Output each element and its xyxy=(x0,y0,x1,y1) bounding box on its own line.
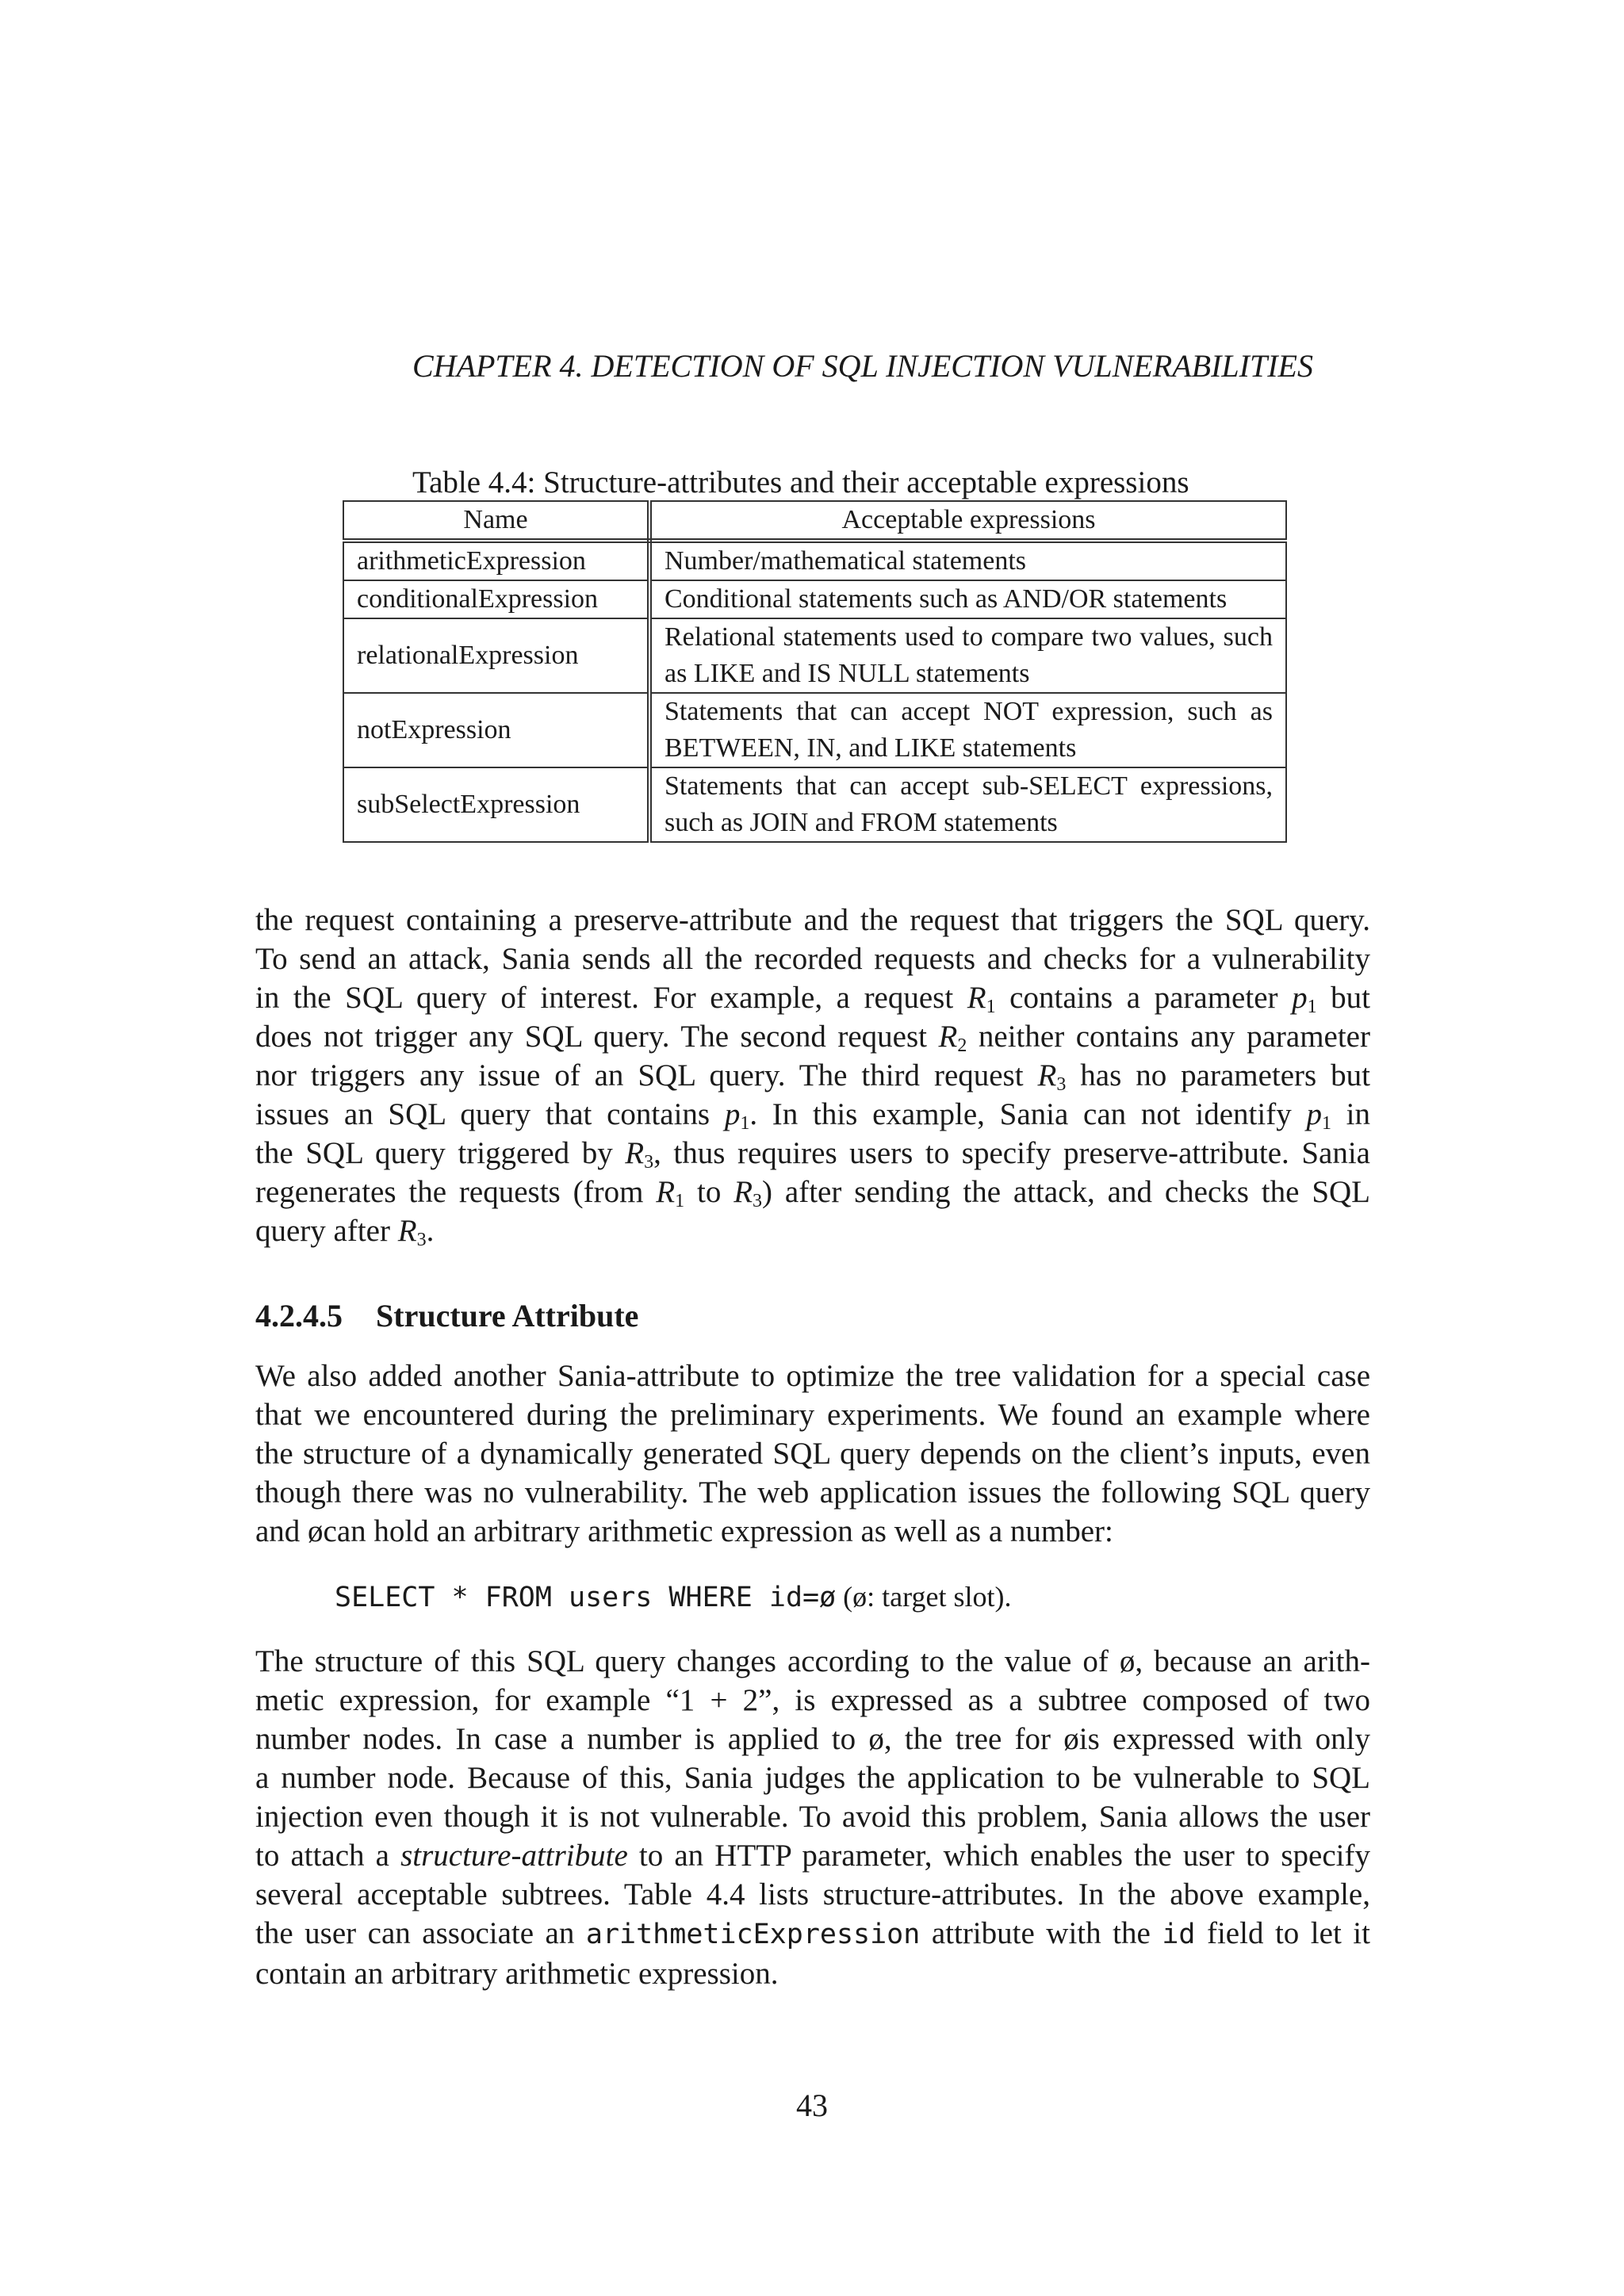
text-line: issues an SQL query that contains $p_1$. In this example, Sania can not identify $p_1$ in xyxy=(255,1097,1370,1134)
text-line: several acceptable subtrees. Table 4.4 lists structure-attributes. In the above example, xyxy=(255,1877,1370,1911)
text-line: We also added another Sania-attribute to optimize the tree validation for a special case xyxy=(255,1359,1370,1393)
row-name: notExpression xyxy=(343,693,649,767)
section-heading xyxy=(255,1297,638,1334)
row-name: subSelectExpression xyxy=(343,767,649,842)
text-line: the request containing a preserve-attribute and the request that triggers the SQL query. xyxy=(255,903,1370,937)
row-expressions: Statements that can accept sub-SELECT expressions, such as JOIN and FROM statements xyxy=(649,767,1286,842)
paragraph-structure-intro xyxy=(255,1357,1370,1551)
text-line: though there was no vulnerability. The web application issues the following SQL query xyxy=(255,1475,1370,1510)
emphasis-structure-attribute: structure-attribute xyxy=(400,1839,628,1873)
table-header-row xyxy=(343,501,1286,541)
text-line: The structure of this SQL query changes according to the value of ø, because an arith- xyxy=(255,1644,1370,1678)
table-row xyxy=(343,580,1286,618)
column-header-name: Name xyxy=(343,501,649,541)
column-header-expressions: Acceptable expressions xyxy=(649,501,1286,541)
text-line: in the SQL query of interest. For example, a request $R_1$ contains a parameter $p_1$ but xyxy=(255,981,1371,1017)
text-line: the user can associate an arithmeticExpression attribute with the id field to let it xyxy=(255,1916,1370,1950)
sql-example xyxy=(335,1580,1011,1613)
text-line: regenerates the requests (from $R_1$ to $R_3$) after sending the attack, and checks the SQL xyxy=(255,1175,1370,1211)
section-number: 4.2.4.5 xyxy=(255,1298,343,1334)
row-name: relationalExpression xyxy=(343,618,649,693)
text-line: a number node. Because of this, Sania judges the application to be vulnerable to SQL xyxy=(255,1761,1370,1795)
text-line: number nodes. In case a number is applied to ø, the tree for øis expressed with only xyxy=(255,1722,1370,1756)
structure-attributes-table xyxy=(343,500,1287,843)
text-line: injection even though it is not vulnerable. To avoid this problem, Sania allows the user xyxy=(255,1800,1370,1834)
code-id: id xyxy=(1162,1919,1196,1950)
row-name: conditionalExpression xyxy=(343,580,649,618)
table-caption: Table 4.4: Structure-attributes and their acceptable expressions xyxy=(412,465,1189,499)
text-line: To send an attack, Sania sends all the recorded requests and checks for a vulnerability xyxy=(255,942,1370,976)
text-line: the structure of a dynamically generated SQL query depends on the client’s inputs, even xyxy=(255,1437,1370,1471)
running-head: CHAPTER 4. DETECTION OF SQL INJECTION VULNERABILITIES xyxy=(412,348,1313,384)
code-arithmetic-expression: arithmeticExpression xyxy=(585,1919,921,1950)
text-line: contain an arbitrary arithmetic expression. xyxy=(255,1957,779,1991)
row-expressions: Conditional statements such as AND/OR statements xyxy=(649,580,1286,618)
row-name: arithmeticExpression xyxy=(343,541,649,580)
text-line: query after $R_3$. xyxy=(255,1214,435,1250)
table-row xyxy=(343,618,1286,693)
table-row xyxy=(343,693,1286,767)
row-expressions: Statements that can accept NOT expression, such as BETWEEN, IN, and LIKE statements xyxy=(649,693,1286,767)
page-number: 43 xyxy=(796,2087,828,2123)
paragraph-structure-explanation xyxy=(255,1642,1370,1993)
table-row xyxy=(343,541,1286,580)
text-line: that we encountered during the preliminary experiments. We found an example where xyxy=(255,1398,1370,1432)
text-line: metic expression, for example “1 + 2”, is expressed as a subtree composed of two xyxy=(255,1683,1370,1717)
row-expressions: Relational statements used to compare two values, such as LIKE and IS NULL statements xyxy=(649,618,1286,693)
section-title: Structure Attribute xyxy=(376,1298,639,1334)
table-row xyxy=(343,767,1286,842)
text-line: to attach a structure-attribute to an HTTP parameter, which enables the user to specify xyxy=(255,1839,1371,1873)
paragraph-preserve-attribute xyxy=(255,901,1370,1250)
sql-note: (ø: target slot). xyxy=(836,1581,1012,1613)
row-expressions: Number/mathematical statements xyxy=(649,541,1286,580)
text-line: the SQL query triggered by $R_3$, thus requires users to specify preserve-attribute. Sania xyxy=(255,1136,1370,1173)
text-line: nor triggers any issue of an SQL query. The third request $R_3$ has no parameters but xyxy=(255,1058,1370,1095)
text-line: does not trigger any SQL query. The second request $R_2$ neither contains any parameter xyxy=(255,1020,1370,1056)
text-line: and øcan hold an arbitrary arithmetic expression as well as a number: xyxy=(255,1514,1113,1548)
sql-query: SELECT * FROM users WHERE id=ø xyxy=(335,1582,837,1613)
